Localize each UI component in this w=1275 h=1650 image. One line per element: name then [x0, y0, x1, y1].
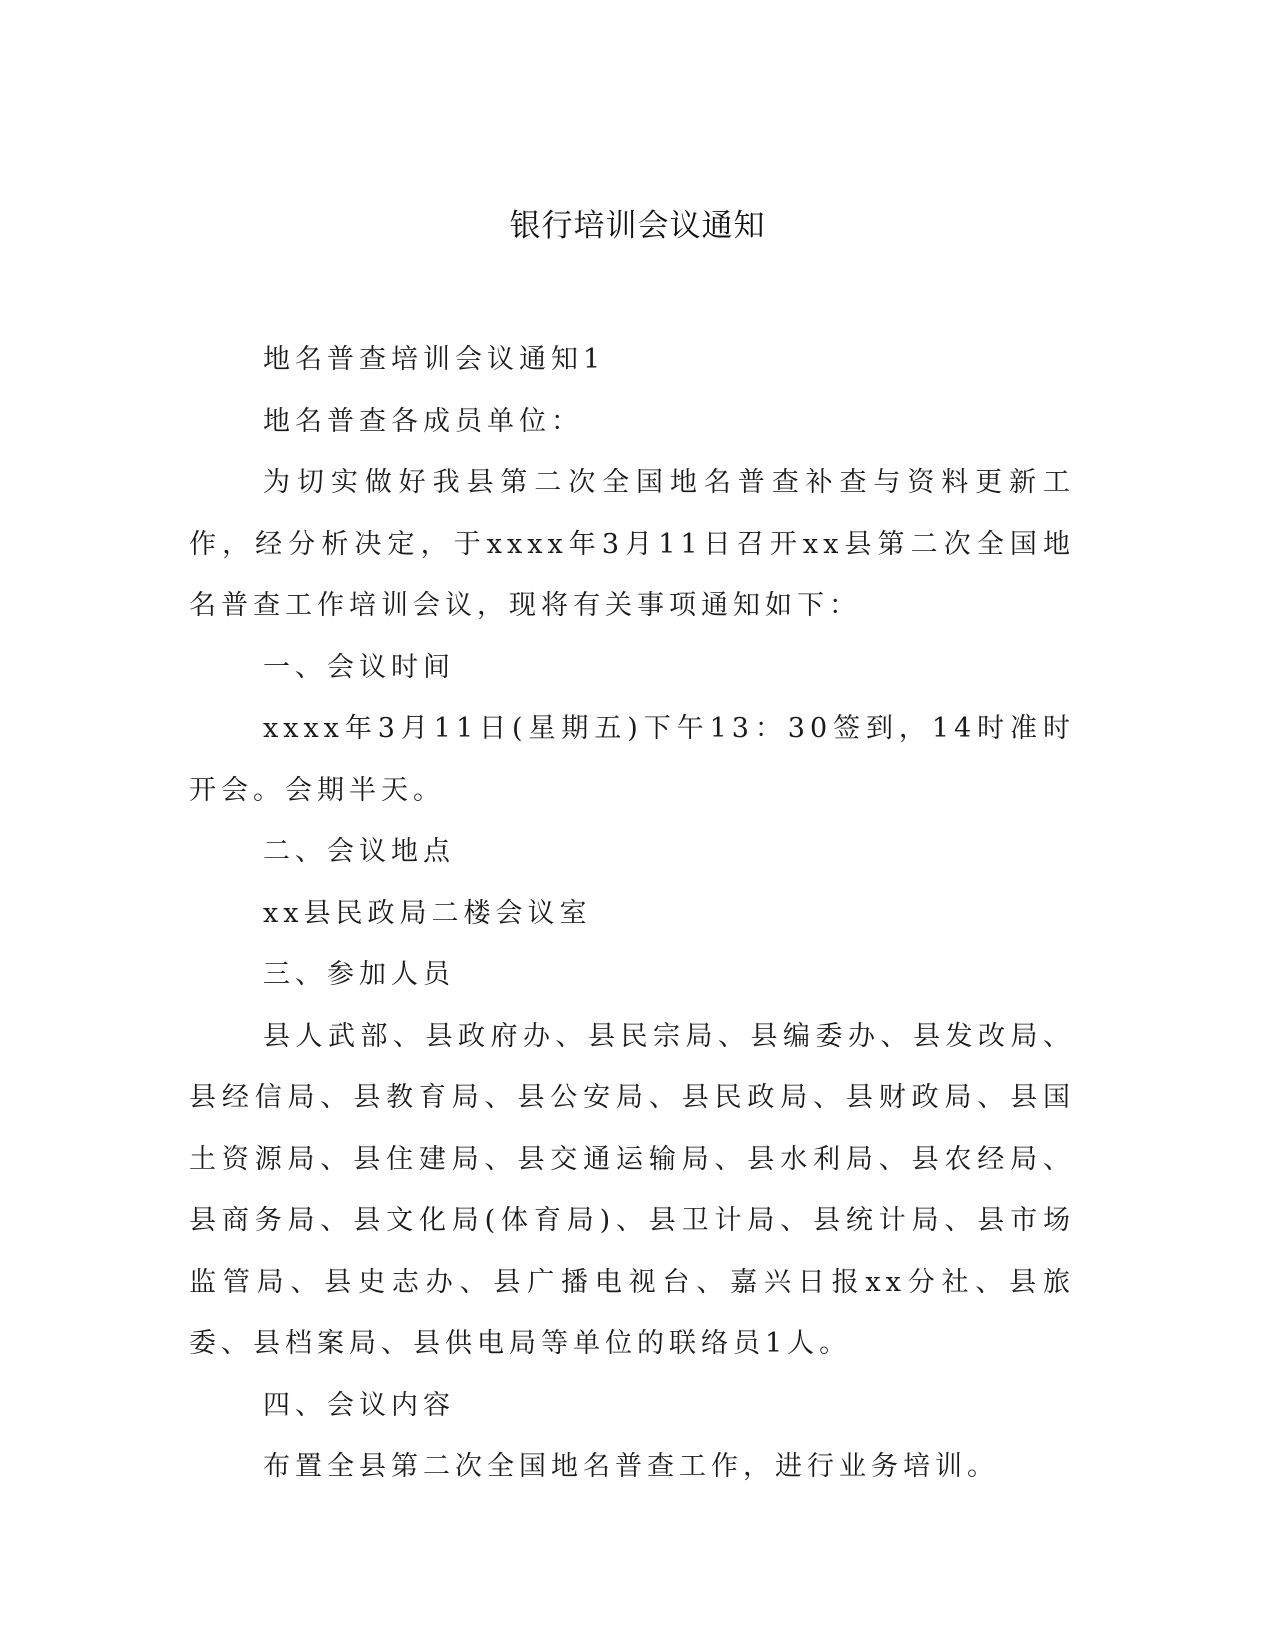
paragraph-content: 布置全县第二次全国地名普查工作，进行业务培训。	[263, 1451, 999, 1482]
paragraph-time: xxxx年3月11日(星期五)下午13：30签到，14时准时开会。会期半天。	[189, 713, 1075, 806]
document-title: 银行培训会议通知	[509, 208, 766, 244]
paragraph-intro: 为切实做好我县第二次全国地名普查补查与资料更新工作，经分析决定，于xxxx年3月11日召开xx县第二次全国地名普查工作培训会议，现将有关事项通知如下：	[189, 467, 1075, 621]
section-heading-attendees: 三、参加人员	[263, 959, 455, 990]
document-body	[189, 329, 1075, 1498]
section-heading-time: 一、会议时间	[263, 651, 455, 683]
paragraph-notice-heading: 地名普查培训会议通知1	[263, 344, 606, 375]
paragraph-addressee: 地名普查各成员单位：	[263, 405, 583, 437]
section-heading-content: 四、会议内容	[263, 1389, 455, 1421]
paragraph-attendees: 县人武部、县政府办、县民宗局、县编委办、县发改局、县经信局、县教育局、县公安局、县民政局、县财政局、县国土资源局、县住建局、县交通运输局、县水利局、县农经局、县商务局、县文化局(体育局)、县卫计局、县统计局、县市场监管局、县史志办、县广播电视台、嘉兴日报xx分社、县旅委、县档案局、县供电局等单位的联络员1人。	[189, 1020, 1075, 1359]
section-heading-location: 二、会议地点	[263, 836, 455, 867]
paragraph-location: xx县民政局二楼会议室	[263, 897, 592, 929]
